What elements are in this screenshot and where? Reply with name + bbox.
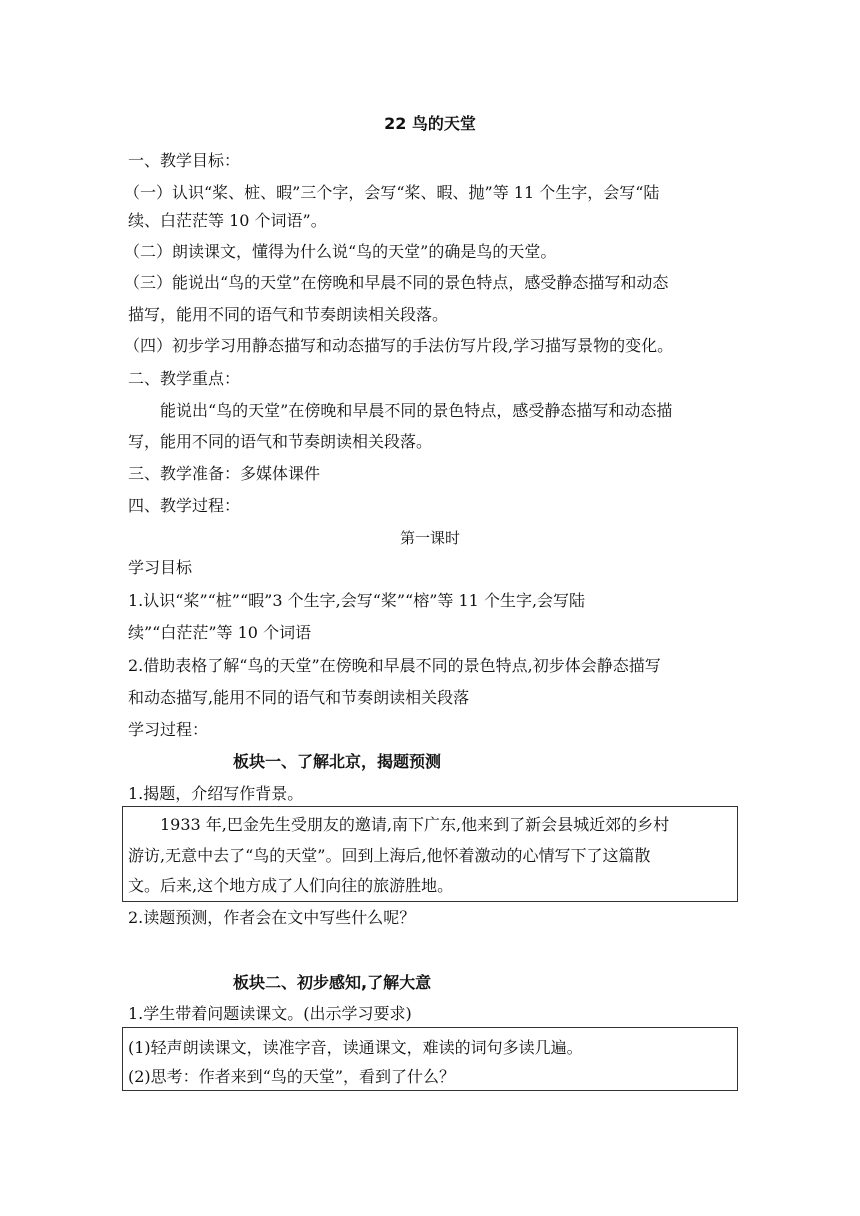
block-1-step-1: 1.揭题，介绍写作背景。 — [128, 784, 304, 803]
goal-1-line-1: （一）认识“桨、桩、暇”三个字，会写“桨、暇、抛”等 11 个生字，会写“陆 — [124, 183, 660, 202]
goal-2: （二）朗读课文，懂得为什么说“鸟的天堂”的确是鸟的天堂。 — [124, 242, 557, 261]
goal-3-line-1: （三）能说出“鸟的天堂”在傍晚和早晨不同的景色特点，感受静态描写和动态 — [124, 273, 669, 292]
background-line-1: 1933 年,巴金先生受朋友的邀请,南下广东,他来到了新会县城近郊的乡村 — [160, 815, 670, 834]
block-1-step-2: 2.读题预测，作者会在文中写些什么呢？ — [128, 908, 416, 927]
key-point-line-2: 写，能用不同的语气和节奏朗读相关段落。 — [128, 432, 433, 451]
study-goal-1-line-2: 续”“白茫茫”等 10 个词语 — [128, 623, 312, 642]
study-goal-2-line-1: 2.借助表格了解“鸟的天堂”在傍晚和早晨不同的景色特点,初步体会静态描写 — [128, 656, 661, 675]
goal-1-line-2: 续、白茫茫等 10 个词语”。 — [128, 211, 327, 230]
study-goals-heading: 学习目标 — [128, 558, 193, 577]
goals-heading: 一、教学目标： — [128, 151, 241, 170]
requirements-box — [122, 1027, 738, 1091]
requirement-1: (1)轻声朗读课文，读准字音，读通课文，难读的词句多读几遍。 — [128, 1038, 583, 1057]
key-point-line-1: 能说出“鸟的天堂”在傍晚和早晨不同的景色特点，感受静态描写和动态描 — [160, 401, 673, 420]
page-title: 22 鸟的天堂 — [384, 114, 476, 133]
block-1-title: 板块一、了解北京，揭题预测 — [233, 752, 442, 771]
goal-4: （四）初步学习用静态描写和动态描写的手法仿写片段,学习描写景物的变化。 — [124, 336, 674, 355]
key-heading: 二、教学重点： — [128, 369, 241, 388]
study-goal-1-line-1: 1.认识“桨”“桩”“暇”3 个生字,会写“桨”“榕”等 11 个生字,会写陆 — [128, 591, 586, 610]
goal-3-line-2: 描写，能用不同的语气和节奏朗读相关段落。 — [128, 305, 449, 324]
background-line-2: 游访,无意中去了“鸟的天堂”。回到上海后,他怀着激动的心情写下了这篇散 — [128, 846, 651, 865]
background-line-3: 文。后来,这个地方成了人们向往的旅游胜地。 — [128, 876, 454, 895]
study-goal-2-line-2: 和动态描写,能用不同的语气和节奏朗读相关段落 — [128, 688, 470, 707]
prep-line: 三、教学准备：多媒体课件 — [128, 464, 321, 483]
requirement-2: (2)思考：作者来到“鸟的天堂”，看到了什么？ — [128, 1067, 456, 1086]
study-process-heading: 学习过程： — [128, 720, 209, 739]
lesson-label: 第一课时 — [399, 529, 460, 547]
background-box — [122, 806, 738, 902]
block-2-step-1: 1.学生带着问题读课文。(出示学习要求) — [128, 1004, 412, 1023]
process-heading: 四、教学过程： — [128, 496, 241, 515]
block-2-title: 板块二、初步感知,了解大意 — [233, 973, 432, 992]
